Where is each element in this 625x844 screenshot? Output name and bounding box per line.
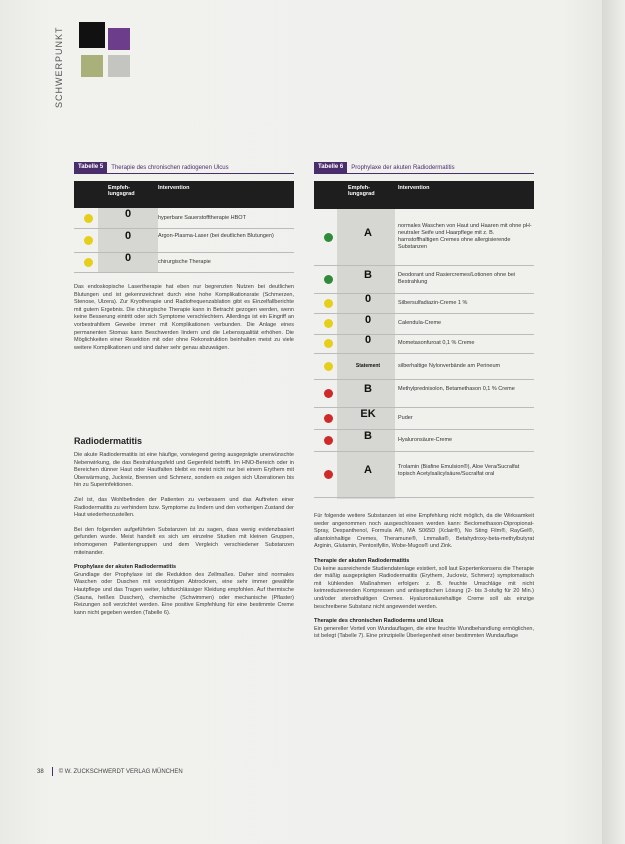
grade-color-dot xyxy=(324,414,333,423)
footer-divider xyxy=(52,767,53,776)
recommendation-grade: A xyxy=(364,227,372,239)
table6-row xyxy=(314,429,534,451)
table6-row xyxy=(314,451,534,497)
grade-color-dot xyxy=(324,299,333,308)
table5-head-row xyxy=(74,181,294,208)
recommendation-grade: 0 xyxy=(364,293,372,305)
table6-row xyxy=(314,379,534,407)
table5-col-grade: Empfeh- lungsgrad xyxy=(108,185,135,197)
paragraph: Grundlage der Prophylaxe ist die Reduktion des Zellmaßes. Daher sind normales Waschen oder Duschen mit vorsichtigen Abtrocknen, eine sehr immer gewählte Hautpflege und das Tragen weiter, luftdurchlässiger Kleidung empfohlen. Auf thermische (Sauna, heißes Duschen), chemische (Schwimmen) oder mechanische (Pflaster) Reizungen soll verzichtet werden. Eine positive Empfehlung für eine bestimmte Creme kann nicht gegeben werden (Tabelle 6). xyxy=(74,571,294,616)
recommendation-grade: 0 xyxy=(364,333,372,346)
paragraph: Da keine ausreichende Studiendatenlage existiert, soll laut Expertenkonsens die Therapie der mäßig ausgeprägten Radiodermatitis (Erythem, Juckreiz, Schmerz) symptomatisch mit kühlenden Maßnahmen erfolgen: z. B. feuchte Umschläge mit nicht keimreduzierenden Kompressen und antiseptischen Lösung (2- bis 3-stufig für 20 Min.) und/oder steroidhaltigen Cremes. Hyaluronsäurehaltige Creme soll als einzige beschreibene Substanz nicht angewendet werden. xyxy=(314,565,534,610)
intervention-text: Calendula-Creme xyxy=(398,320,442,326)
intervention-text: Argon-Plasma-Laser (bei deutlichen Blutungen) xyxy=(158,233,274,239)
grade-color-dot xyxy=(324,436,333,445)
paragraph: Ein genereller Vorteil von Wundauflagen, die eine feuchte Wundbehandlung ermöglichen, ist belegt (Tabelle 7). Eine prinzipielle Überlegenheit einer bestimmten Wundauflage xyxy=(314,625,534,640)
intervention-text: chirurgische Therapie xyxy=(158,258,211,265)
table5-row xyxy=(74,228,294,252)
subheading-therapy-acute: Therapie der akuten Radiodermatitis xyxy=(314,557,410,564)
logo-square-dark xyxy=(79,22,105,48)
grade-color-dot xyxy=(84,236,93,245)
recommendation-grade: EK xyxy=(360,408,376,420)
intervention-text: Hyaluronsäure-Creme xyxy=(398,436,453,443)
paragraph: Für folgende weitere Substanzen ist eine Empfehlung nicht möglich, da die Wirksamkeit weder angenommen noch ausgeschlossen werden kann: Beclomethason-Dipropionat-Spray, Dexpanthenol, Formula A®, MA S065D (Xclair®), No Sting Film®, RayGel®, allantoinhaltige Cremes, Theramune®, Lmmalia®, Betahydroxy-beta-methylbutyrat Arginin, Glutamin, Pentoxifyllin, Wobe-Mugos® und Zink. xyxy=(314,513,534,550)
publisher: © W. ZUCKSCHWERDT VERLAG MÜNCHEN xyxy=(58,768,183,775)
grade-color-dot xyxy=(324,339,333,348)
recommendation-grade: 0 xyxy=(124,230,132,242)
recommendation-grade: B xyxy=(364,383,372,395)
table5-row xyxy=(74,252,294,272)
table5-rule xyxy=(74,173,294,174)
page-number: 38 xyxy=(37,768,44,775)
intervention-text: Methylprednisolon, Betamethason 0,1 % Creme xyxy=(398,386,515,392)
table6-caption: Prophylaxe der akuten Radiodermatitis xyxy=(351,164,455,171)
row-divider xyxy=(74,272,294,273)
subheading-prophylaxis: Prophylaxe der akuten Radiodermatitis xyxy=(74,564,177,571)
table6-row xyxy=(314,265,534,293)
intervention-text: normales Waschen von Haut und Haaren mit ohne pH-neutraler Seife und Haarpflege mit z. B. harnstoffhaltigen Cremes ohne allergisierende Substanzen xyxy=(398,223,532,250)
table6-row xyxy=(314,293,534,313)
table6-row xyxy=(314,334,534,353)
table5-tag: Tabelle 5 xyxy=(74,162,107,173)
row-divider xyxy=(314,497,534,498)
right-column-text xyxy=(314,513,534,648)
table6-tag: Tabelle 6 xyxy=(314,162,347,173)
recommendation-grade: A xyxy=(364,464,372,476)
recommendation-grade: 0 xyxy=(364,313,372,326)
section-label: SCHWERPUNKT xyxy=(54,26,64,108)
paragraph: Ziel ist, das Wohlbefinden der Patienten zu verbessern und das Auftreten einer Radiodermatitis zu verhindern bzw. Symptome zu lindern und den vorherigen Zustand der Haut wiederherzustellen. xyxy=(74,496,294,519)
intervention-text: Deodorant und Rasiercremes/Lotionen ohne bei Bestrahlung xyxy=(398,272,516,285)
left-column-text xyxy=(74,452,294,624)
grade-color-dot xyxy=(84,258,93,267)
table5-col-intervention: Intervention xyxy=(158,185,190,191)
left-column-text-top xyxy=(74,284,294,359)
table6-rule xyxy=(314,173,534,174)
intervention-text: Mometasonfuroat 0,1 % Creme xyxy=(398,340,475,346)
logo-square-grey xyxy=(108,55,130,77)
recommendation-grade: 0 xyxy=(124,252,132,264)
table6-row xyxy=(314,209,534,265)
page-edge xyxy=(602,0,625,844)
table6-row xyxy=(314,353,534,379)
table5-row xyxy=(74,208,294,228)
table5-header xyxy=(74,162,229,173)
paragraph: Bei den folgenden aufgeführten Substanzen ist zu sagen, dass wenig evidenzbasiert gefunden wurde. Meist handelt es sich um einzelne Studien mit kleinen Gruppen, inhomogenen Patientengruppen und dem Vergleich verschiedener Substanzen miteinander. xyxy=(74,526,294,556)
recommendation-grade: 0 xyxy=(124,208,132,220)
grade-color-dot xyxy=(324,319,333,328)
logo-square-olive xyxy=(81,55,103,77)
logo-square-purple xyxy=(108,28,130,50)
grade-color-dot xyxy=(324,389,333,398)
table5-caption: Therapie des chronischen radiogenen Ulcus xyxy=(111,164,229,171)
intervention-text: hyperbare Sauerstofftherapie HBOT xyxy=(158,214,246,221)
grade-color-dot xyxy=(324,470,333,479)
paragraph: Das endoskopische Lasertherapie hat eben nur begrenzten Nutzen bei deutlichen Blutungen und ist gekennzeichnet durch eine hohe Komplikationsrate (Schmerzen, Stenose, Ulzera). Zur Kryotherapie und Radiofrequenzablation gibt es Einzelfallberichte mit gutem Ergebnis. Die chirurgische Therapie kann in Betracht gezogen werden, wenn keine Besserung eintritt oder sich Symptome verschlechtern. Allerdings ist ein Eingriff an vorbestrahltem Gewebe immer mit Komplikationen verbunden. Die Anlage eines permanenten Stomas kann Beschwerden lindern und die Lebensqualität erhöhen. Die Möglichkeiten einer Resektion mit oder ohne Rekonstruktion beinhalten meist zu viele weitere Komplikationen und sind daher sehr genau abzuwägen. xyxy=(74,284,294,351)
table6-header xyxy=(314,162,455,173)
grade-color-dot xyxy=(84,214,93,223)
table6-row xyxy=(314,313,534,334)
table6-head-row xyxy=(314,181,534,209)
heading-radiodermatitis: Radiodermatitis xyxy=(74,436,143,446)
footer xyxy=(37,767,183,776)
recommendation-grade: B xyxy=(364,269,372,281)
intervention-text: Trolamin (Biafine Emulsion®), Aloe Vera/Sucralfat topisch Acetylsalicylsäure/Sucralfat oral xyxy=(398,463,520,477)
grade-color-dot xyxy=(324,362,333,371)
intervention-text: Silbersulfadiazin-Creme 1 % xyxy=(398,299,468,306)
grade-color-dot xyxy=(324,275,333,284)
grade-color-dot xyxy=(324,233,333,242)
recommendation-grade: B xyxy=(364,430,372,442)
table6-col-intervention: Intervention xyxy=(398,185,430,191)
intervention-text: silberhaltige Nylonverbände am Perineum xyxy=(398,362,501,369)
intervention-text: Puder xyxy=(398,414,413,421)
paragraph: Die akute Radiodermatitis ist eine häufige, vorwiegend gering ausgeprägte unerwünschte Nebenwirkung, die das Bestrahlungsfeld und Gegenfeld betrifft. Im HNO-Bereich oder in Bereichen dünner Haut oder Hautfalten bleibt es meist nicht nur bei einem Erythem mit Überwärmung, Juckreiz, Brennen und Schmerz, sondern es zeigen sich Ulzerationen bis hin zu Superinfektionen. xyxy=(74,452,294,489)
subheading-therapy-chronic: Therapie des chronischen Radioderms und Ulcus xyxy=(314,618,444,625)
table6-row xyxy=(314,407,534,429)
table6-col-grade: Empfeh- lungsgrad xyxy=(348,185,375,197)
recommendation-grade: Statement xyxy=(355,363,381,369)
